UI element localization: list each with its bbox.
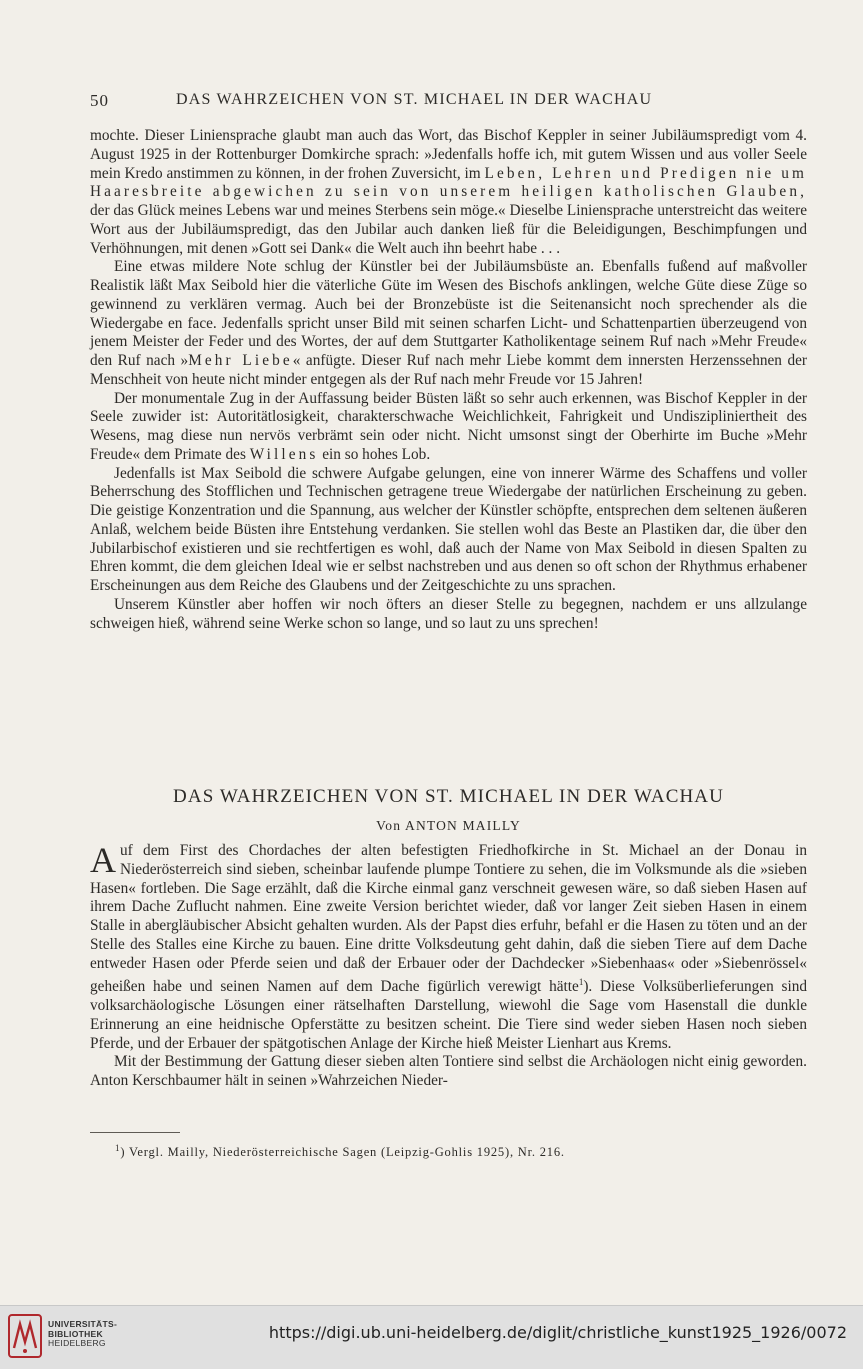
paragraph: Eine etwas mildere Note schlug der Künstler bei der Jubiläumsbüste an. Ebenfalls fußend auf maßvoller Realistik läßt Max Seibold hier die väterliche Güte im Wesen des Bischofs anklingen, welche Güte diese Züge so gewinnend zu verklären vermag. Auch bei der Bronzebüste ist die Seitenansicht noch sprechender als die Wiedergabe en face. Jedenfalls spricht unser Bild mit seinen scharfen Licht- und Schattenpartien überzeugend von jenem Meister der Feder und des Wortes, der auf dem Stuttgarter Katholikentage seinem Ruf nach »Mehr Freude« den Ruf nach »Mehr Liebe« anfügte. Dieser Ruf nach mehr Liebe kommt dem innersten Herzenssehnen der Menschheit von heute nicht minder entgegen als der Ruf nach mehr Freude vor 15 Jahren! (90, 258, 808, 388)
paragraph: Der monumentale Zug in der Auffassung beider Büsten läßt so sehr auch erkennen, was Bischof Keppler in der Seele zuwider ist: Autoritätlosigkeit, charakterschwache Weichlichkeit, Fahrigkeit und Undiszipliniertheit des Wesens, mag diese nun nervös verbrämt sein oder nicht. Nicht umsonst singt der Oberhirte im Buche »Mehr Freude« dem Primate des Willens ein so hohes Lob. (90, 389, 807, 463)
viewer-footer (0, 1305, 863, 1369)
footnote-divider (90, 1132, 180, 1133)
paragraph: Auf dem First des Chordaches der alten befestigten Friedhofkirche in St. Michael an der Donau in Niederösterreich sind sieben, scheinbar laufende plumpe Tontiere zu sehen, die im Volksmunde als die »sieben Hasen« fortleben. Die Sage erzählt, daß die Kirche einmal ganz verschneit gewesen wäre, so daß sieben Hasen auf ihrem Dache Zuflucht nahmen. Eine zweite Version berichtet wieder, daß vor langer Zeit sieben Hasen in einem Stalle in abergläubischer Absicht gehalten wurden. Als der Papst dies erfuhr, befahl er die Hasen zu töten und an der Stelle des Stalles eine Kirche zu bauen. Eine dritte Volksdeutung geht dahin, daß die sieben Tiere auf dem Dache entweder Hasen oder Pferde seien und daß der Erbauer oder der Dachdecker »Siebenhaas« oder »Siebenrössel« geheißen habe und seinen Namen auf dem Dache figürlich verewigt hätte$^1$). Diese Volksüberlieferungen sind volksarchäologische Lösungen einer rätselhaften Darstellung, wiewohl die Sage vom Hasenstall die dunkle Erinnerung an eine heidnische Opferstätte zu besitzen scheint. Die Tiere sind weder sieben Hasen noch sieben Pferde, und der Erbauer der spätgotischen Anlage der Kirche hieß Meister Lienhart aus Krems. (90, 840, 807, 1052)
spaced-emphasis: Leben, Lehren und Predigen nie um Haaresbreite abgewichen zu sein von unserem heiligen katholischen Glauben, (90, 164, 807, 201)
footnote: $^1$) Vergl. Mailly, Niederösterreichische Sagen (Leipzig-Gohlis 1925), Nr. 216. (115, 1143, 565, 1160)
paragraph: mochte. Dieser Liniensprache glaubt man auch das Wort, das Bischof Keppler in seiner Jubiläumspredigt vom 4. August 1925 in der Rottenburger Domkirche sprach: »Jedenfalls hoffe ich, mit gutem Wissen und aus voller Seele mein Kredo anstimmen zu können, in der frohen Zuversicht, im Leben, Lehren und Predigen nie um Haaresbreite abgewichen zu sein von unserem heiligen katholischen Glauben, der das Glück meines Lebens war und meines Sterbens sein möge.« Dieselbe Liniensprache unterstreicht das weitere Wort aus der Jubiläumspredigt, das den Jubilar auch danken ließ für die Beleidigungen, Beschimpfungen und Verhöhnungen, mit denen »Gott sei Dank« die Welt auch ihn beehrt habe . . . (90, 127, 807, 257)
university-seal-icon (8, 1314, 42, 1358)
paragraph: Unserem Künstler aber hoffen wir noch öfters an dieser Stelle zu begegnen, nachdem er uns allzulange schweigen hieß, während seine Werke schon so lange, und so laut zu uns sprechen! (90, 595, 807, 632)
drop-cap: A (90, 840, 116, 880)
spaced-emphasis: Mehr Liebe (188, 352, 293, 369)
paragraph: Jedenfalls ist Max Seibold die schwere Aufgabe gelungen, eine von innerer Wärme des Schaffens und voller Beherrschung des Stofflichen und Technischen getragene treue Wiedergabe der natürlichen Erscheinung zu geben. Die geistige Konzentration und die Spannung, aus welcher der Künstler schöpfte, entsprechen dem seltenen äußeren Anlaß, welchem beide Büsten ihre Entstehung verdanken. Sie stellen wohl das Beste an Plastiken dar, die über den Jubilarbischof existieren und sie rechtfertigen es wohl, daß auch der Name von Max Seibold in diesen Spalten zu Ehren kommt, die dem gleichen Ideal wie er selbst nachstreben und aus denen so oft schon der Rhythmus erhabener Erscheinungen aus dem Reiche des Glaubens und der Zeitgeschichte zu uns sprachen. (90, 464, 807, 594)
article-text (90, 842, 807, 1091)
institution-name: UNIVERSITÄTS- BIBLIOTHEK HEIDELBERG (48, 1319, 118, 1348)
continued-article-text (90, 127, 807, 633)
article-byline: Von ANTON MAILLY (376, 818, 521, 833)
footnote-reference[interactable]: 1 (578, 977, 584, 988)
running-title: DAS WAHRZEICHEN VON ST. MICHAEL IN DER WACHAU (176, 91, 653, 108)
page-header (90, 91, 810, 117)
spaced-emphasis: Willens (249, 445, 319, 463)
article-title: DAS WAHRZEICHEN VON ST. MICHAEL IN DER WACHAU (173, 786, 724, 807)
paragraph: Mit der Bestimmung der Gattung dieser sieben alten Tontiere sind selbst die Archäologen nicht einig geworden. Anton Kerschbaumer hält in seinen »Wahrzeichen Nieder- (90, 1053, 807, 1090)
permalink[interactable]: https://digi.ub.uni-heidelberg.de/diglit/christliche_kunst1925_1926/0072 (268, 1323, 847, 1342)
page-number: 50 (90, 91, 109, 110)
